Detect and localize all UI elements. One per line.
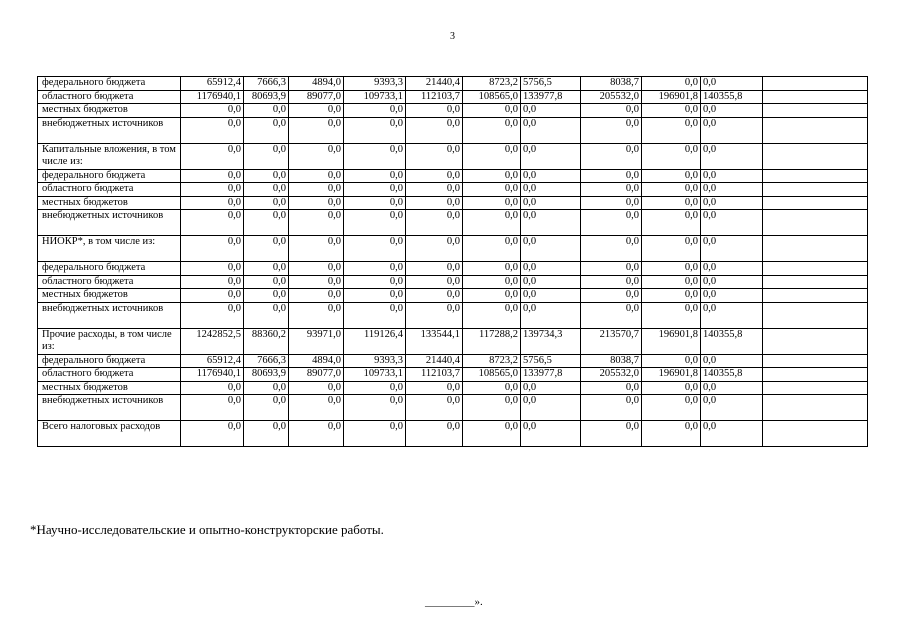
table-cell: 0,0	[344, 143, 406, 169]
table-cell: 0,0	[406, 143, 463, 169]
table-cell: 8038,7	[581, 354, 642, 368]
table-cell: 0,0	[521, 262, 581, 276]
table-row	[38, 421, 868, 447]
table-row	[38, 196, 868, 210]
table-cell: 0,0	[581, 289, 642, 303]
table-cell: 0,0	[463, 104, 521, 118]
table-cell: 0,0	[463, 421, 521, 447]
table-cell: 0,0	[642, 117, 701, 143]
table-cell: 0,0	[406, 421, 463, 447]
table-cell: 0,0	[181, 289, 244, 303]
closing-mark: _________».	[425, 596, 483, 608]
table-cell: 0,0	[344, 302, 406, 328]
table-cell	[763, 421, 868, 447]
row-label: внебюджетных источников	[38, 302, 181, 328]
table-cell: 0,0	[642, 77, 701, 91]
table-cell: 0,0	[701, 77, 763, 91]
table-cell: 0,0	[521, 183, 581, 197]
table-cell: 0,0	[701, 169, 763, 183]
table-cell: 0,0	[581, 117, 642, 143]
table-row	[38, 169, 868, 183]
table-row	[38, 289, 868, 303]
table-cell: 0,0	[289, 104, 344, 118]
table-cell: 0,0	[521, 395, 581, 421]
table-cell: 139734,3	[521, 328, 581, 354]
table-cell: 0,0	[244, 183, 289, 197]
table-cell: 0,0	[181, 143, 244, 169]
table-cell: 0,0	[581, 169, 642, 183]
table-cell: 0,0	[406, 289, 463, 303]
table-row	[38, 381, 868, 395]
table-cell: 0,0	[406, 275, 463, 289]
table-cell: 0,0	[463, 381, 521, 395]
table-cell: 0,0	[701, 104, 763, 118]
table-cell: 0,0	[642, 236, 701, 262]
page-number: 3	[450, 31, 455, 42]
table-row	[38, 395, 868, 421]
table-cell: 0,0	[642, 183, 701, 197]
table-cell: 0,0	[521, 275, 581, 289]
table-cell: 8723,2	[463, 354, 521, 368]
table-cell: 0,0	[581, 104, 642, 118]
table-cell: 0,0	[701, 289, 763, 303]
table-cell: 0,0	[701, 143, 763, 169]
table-cell: 0,0	[463, 117, 521, 143]
table-cell	[763, 262, 868, 276]
table-cell: 0,0	[181, 421, 244, 447]
table-cell: 88360,2	[244, 328, 289, 354]
table-cell: 0,0	[244, 381, 289, 395]
table-cell: 0,0	[521, 302, 581, 328]
table-cell: 0,0	[181, 275, 244, 289]
table-cell: 0,0	[642, 275, 701, 289]
table-cell: 0,0	[289, 236, 344, 262]
table-cell: 0,0	[521, 104, 581, 118]
table-cell: 0,0	[642, 104, 701, 118]
table-cell: 0,0	[244, 289, 289, 303]
table-cell: 0,0	[344, 196, 406, 210]
table-cell: 0,0	[701, 196, 763, 210]
table-cell: 7666,3	[244, 77, 289, 91]
table-cell: 196901,8	[642, 368, 701, 382]
table-row	[38, 262, 868, 276]
table-cell	[763, 381, 868, 395]
row-label: областного бюджета	[38, 183, 181, 197]
table-cell: 0,0	[244, 421, 289, 447]
table-cell: 0,0	[244, 275, 289, 289]
table-cell: 7666,3	[244, 354, 289, 368]
table-cell	[763, 395, 868, 421]
table-cell: 205532,0	[581, 368, 642, 382]
table-cell: 196901,8	[642, 328, 701, 354]
table-cell: 213570,7	[581, 328, 642, 354]
table-row	[38, 302, 868, 328]
table-cell	[763, 183, 868, 197]
table-cell: 0,0	[701, 421, 763, 447]
table-cell: 0,0	[463, 236, 521, 262]
table-cell: 9393,3	[344, 77, 406, 91]
table-cell: 0,0	[463, 395, 521, 421]
row-label: местных бюджетов	[38, 196, 181, 210]
table-cell: 4894,0	[289, 77, 344, 91]
table-cell: 0,0	[406, 210, 463, 236]
table-cell: 0,0	[289, 421, 344, 447]
table-cell: 0,0	[289, 381, 344, 395]
table-cell: 112103,7	[406, 90, 463, 104]
table-cell: 0,0	[181, 210, 244, 236]
table-cell: 65912,4	[181, 354, 244, 368]
table-cell: 0,0	[642, 262, 701, 276]
table-cell	[763, 77, 868, 91]
table-cell: 0,0	[244, 210, 289, 236]
table-cell: 0,0	[642, 354, 701, 368]
table-cell	[763, 169, 868, 183]
table-cell: 0,0	[521, 289, 581, 303]
table-row	[38, 275, 868, 289]
table-cell: 0,0	[344, 210, 406, 236]
table-cell: 0,0	[289, 289, 344, 303]
table-cell: 4894,0	[289, 354, 344, 368]
table-cell: 0,0	[701, 262, 763, 276]
table-cell: 0,0	[181, 381, 244, 395]
table-cell: 0,0	[642, 289, 701, 303]
table-cell: 0,0	[642, 421, 701, 447]
table-row	[38, 210, 868, 236]
row-label: федерального бюджета	[38, 169, 181, 183]
table-cell: 21440,4	[406, 77, 463, 91]
table-cell: 0,0	[642, 169, 701, 183]
table-cell: 0,0	[581, 275, 642, 289]
table-cell: 8723,2	[463, 77, 521, 91]
table-cell: 0,0	[406, 169, 463, 183]
table-cell: 0,0	[581, 421, 642, 447]
table-cell: 0,0	[181, 104, 244, 118]
table-cell: 0,0	[344, 183, 406, 197]
table-cell: 0,0	[289, 275, 344, 289]
table-cell: 108565,0	[463, 90, 521, 104]
table-cell: 0,0	[344, 262, 406, 276]
row-label: внебюджетных источников	[38, 395, 181, 421]
row-label: федерального бюджета	[38, 77, 181, 91]
table-cell: 0,0	[521, 421, 581, 447]
table-cell: 0,0	[181, 196, 244, 210]
table-cell: 0,0	[289, 395, 344, 421]
table-cell: 0,0	[701, 395, 763, 421]
table-cell: 0,0	[289, 210, 344, 236]
table-cell	[763, 354, 868, 368]
table-cell: 1242852,5	[181, 328, 244, 354]
table-cell: 0,0	[521, 117, 581, 143]
table-row	[38, 77, 868, 91]
row-label: местных бюджетов	[38, 104, 181, 118]
table-cell: 133977,8	[521, 90, 581, 104]
table-cell	[763, 117, 868, 143]
table-cell: 140355,8	[701, 328, 763, 354]
table-cell	[763, 236, 868, 262]
table-cell: 0,0	[244, 262, 289, 276]
table-cell: 133544,1	[406, 328, 463, 354]
table-row	[38, 328, 868, 354]
table-cell: 0,0	[406, 196, 463, 210]
table-cell	[763, 90, 868, 104]
table-cell: 0,0	[581, 381, 642, 395]
table-cell: 119126,4	[344, 328, 406, 354]
table-cell	[763, 196, 868, 210]
table-cell: 0,0	[406, 236, 463, 262]
table-cell: 140355,8	[701, 368, 763, 382]
table-cell: 0,0	[521, 143, 581, 169]
table-cell: 0,0	[344, 104, 406, 118]
table-cell: 0,0	[406, 117, 463, 143]
table-cell: 0,0	[642, 143, 701, 169]
table-cell: 0,0	[289, 262, 344, 276]
table-row	[38, 236, 868, 262]
table-cell: 0,0	[406, 262, 463, 276]
table-row	[38, 90, 868, 104]
table-cell: 65912,4	[181, 77, 244, 91]
table-cell: 117288,2	[463, 328, 521, 354]
table-cell: 0,0	[244, 395, 289, 421]
table-cell: 0,0	[181, 236, 244, 262]
table-cell: 0,0	[581, 302, 642, 328]
table-cell: 0,0	[344, 117, 406, 143]
table-cell: 0,0	[521, 236, 581, 262]
table-cell	[763, 275, 868, 289]
table-cell: 89077,0	[289, 90, 344, 104]
table-cell: 0,0	[581, 236, 642, 262]
table-cell: 0,0	[642, 210, 701, 236]
table-cell: 21440,4	[406, 354, 463, 368]
table-cell: 133977,8	[521, 368, 581, 382]
table-cell: 1176940,1	[181, 90, 244, 104]
table-cell: 0,0	[344, 395, 406, 421]
table-cell: 0,0	[244, 196, 289, 210]
row-label: внебюджетных источников	[38, 210, 181, 236]
table-cell: 89077,0	[289, 368, 344, 382]
table-cell: 0,0	[244, 117, 289, 143]
table-cell	[763, 143, 868, 169]
table-cell: 0,0	[181, 169, 244, 183]
table-cell: 0,0	[521, 210, 581, 236]
table-cell: 0,0	[289, 143, 344, 169]
table-cell: 0,0	[344, 236, 406, 262]
table-row	[38, 368, 868, 382]
table-cell: 0,0	[344, 275, 406, 289]
table-cell: 0,0	[701, 302, 763, 328]
table-cell: 0,0	[289, 183, 344, 197]
row-label: областного бюджета	[38, 90, 181, 104]
table-cell: 0,0	[642, 196, 701, 210]
row-label: Капитальные вложения, в том числе из:	[38, 143, 181, 169]
table-cell	[763, 289, 868, 303]
table-row	[38, 183, 868, 197]
table-cell: 108565,0	[463, 368, 521, 382]
table-cell: 0,0	[344, 421, 406, 447]
table-cell: 0,0	[181, 395, 244, 421]
table-cell	[763, 104, 868, 118]
row-label: местных бюджетов	[38, 381, 181, 395]
table-cell: 5756,5	[521, 354, 581, 368]
table-cell: 0,0	[406, 302, 463, 328]
table-cell: 205532,0	[581, 90, 642, 104]
table-cell: 0,0	[463, 302, 521, 328]
table-cell: 0,0	[344, 381, 406, 395]
table-cell: 9393,3	[344, 354, 406, 368]
row-label: областного бюджета	[38, 368, 181, 382]
table-cell: 0,0	[701, 210, 763, 236]
table-cell: 196901,8	[642, 90, 701, 104]
table-cell: 0,0	[581, 183, 642, 197]
table-cell	[763, 210, 868, 236]
footnote: *Научно-исследовательские и опытно-конструкторские работы.	[30, 522, 384, 537]
table-row	[38, 104, 868, 118]
table-cell: 0,0	[463, 262, 521, 276]
table-cell: 0,0	[244, 143, 289, 169]
row-label: областного бюджета	[38, 275, 181, 289]
table-cell: 140355,8	[701, 90, 763, 104]
table-cell: 5756,5	[521, 77, 581, 91]
row-label: Всего налоговых расходов	[38, 421, 181, 447]
table-cell: 0,0	[244, 104, 289, 118]
table-cell: 0,0	[581, 262, 642, 276]
table-cell: 0,0	[581, 196, 642, 210]
table-cell: 0,0	[406, 381, 463, 395]
table-cell: 0,0	[581, 210, 642, 236]
table-cell: 0,0	[521, 196, 581, 210]
table-cell: 0,0	[521, 381, 581, 395]
table-cell: 0,0	[463, 275, 521, 289]
table-row	[38, 117, 868, 143]
table-cell: 0,0	[581, 395, 642, 421]
table-cell: 0,0	[289, 117, 344, 143]
row-label: НИОКР*, в том числе из:	[38, 236, 181, 262]
table-cell	[763, 368, 868, 382]
table-cell: 0,0	[406, 395, 463, 421]
row-label: федерального бюджета	[38, 354, 181, 368]
table-cell: 0,0	[701, 183, 763, 197]
table-cell: 80693,9	[244, 368, 289, 382]
table-row	[38, 143, 868, 169]
row-label: местных бюджетов	[38, 289, 181, 303]
table-cell: 8038,7	[581, 77, 642, 91]
table-cell: 0,0	[244, 169, 289, 183]
row-label: Прочие расходы, в том числе из:	[38, 328, 181, 354]
table-cell: 0,0	[181, 117, 244, 143]
table-cell: 0,0	[289, 302, 344, 328]
table-cell: 0,0	[344, 289, 406, 303]
table-cell: 0,0	[463, 210, 521, 236]
table-cell: 0,0	[701, 275, 763, 289]
table-cell: 0,0	[463, 183, 521, 197]
table-cell: 1176940,1	[181, 368, 244, 382]
table-row	[38, 354, 868, 368]
row-label: федерального бюджета	[38, 262, 181, 276]
table-cell: 0,0	[406, 104, 463, 118]
table-cell: 0,0	[642, 302, 701, 328]
table-cell: 0,0	[701, 117, 763, 143]
table-cell: 80693,9	[244, 90, 289, 104]
table-cell: 109733,1	[344, 90, 406, 104]
table-cell: 0,0	[701, 381, 763, 395]
table-cell: 0,0	[289, 196, 344, 210]
table-cell: 0,0	[463, 196, 521, 210]
budget-table	[37, 76, 868, 447]
table-cell: 112103,7	[406, 368, 463, 382]
table-cell: 0,0	[642, 395, 701, 421]
table-cell: 0,0	[463, 143, 521, 169]
table-cell: 0,0	[244, 302, 289, 328]
table-cell: 0,0	[244, 236, 289, 262]
table-cell: 0,0	[406, 183, 463, 197]
table-cell	[763, 302, 868, 328]
table-cell	[763, 328, 868, 354]
table-cell: 0,0	[181, 262, 244, 276]
row-label: внебюджетных источников	[38, 117, 181, 143]
table-cell: 0,0	[521, 169, 581, 183]
table-cell: 0,0	[701, 354, 763, 368]
table-cell: 0,0	[181, 302, 244, 328]
table-cell: 93971,0	[289, 328, 344, 354]
table-cell: 109733,1	[344, 368, 406, 382]
table-cell: 0,0	[463, 169, 521, 183]
table-cell: 0,0	[289, 169, 344, 183]
table-cell: 0,0	[581, 143, 642, 169]
table-cell: 0,0	[642, 381, 701, 395]
table-cell: 0,0	[344, 169, 406, 183]
table-cell: 0,0	[181, 183, 244, 197]
table-cell: 0,0	[701, 236, 763, 262]
table-cell: 0,0	[463, 289, 521, 303]
